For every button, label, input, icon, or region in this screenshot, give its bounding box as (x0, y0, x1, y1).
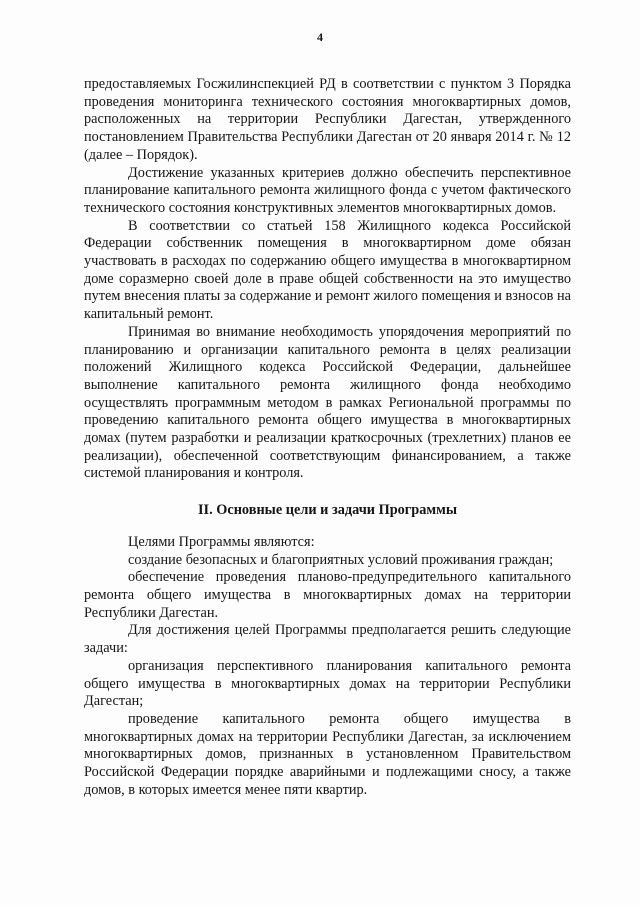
paragraph-continuation: предоставляемых Госжилинспекцией РД в соответствии с пунктом 3 Порядка проведения мониторинга технического состояния многоквартирных домов, расположенных на территории Республики Дагестан, утвержденного постановлением Правительства Республики Дагестан от 20 января 2014 г. № 12 (далее – Порядок). (84, 76, 571, 163)
section-heading: II. Основные цели и задачи Программы (197, 502, 458, 519)
paragraph-task-2: проведение капитального ремонта общего имущества в многоквартирных домах на территории Республики Дагестан, за исключением многоквартирных домов, признанных в установленном Правительством Российской Федерации порядке аварийными и подлежащими сносу, а также домов, в которых имеется менее пяти квартир. (84, 710, 571, 798)
document-body (84, 76, 571, 799)
paragraph-goals-intro: Целями Программы являются: (128, 533, 315, 550)
paragraph-goal-1: создание безопасных и благоприятных условий проживания граждан; (128, 551, 554, 568)
paragraph-program-method: Принимая во внимание необходимость упорядочения мероприятий по планированию и организации капитального ремонта в целях реализации положений Жилищного кодекса Российской Федерации, дальнейшее выполнение капитального ремонта жилищного фонда необходимо осуществлять программным методом в рамках Региональной программы по проведению капитального ремонта общего имущества в многоквартирных домах (путем разработки и реализации краткосрочных (трехлетних) планов ее реализации), обеспеченной соответствующим финансированием, а также системой планирования и контроля. (84, 323, 571, 482)
paragraph-article-158: В соответствии со статьей 158 Жилищного кодекса Российской Федерации собственник помещения в многоквартирном доме обязан участвовать в расходах по содержанию общего имущества в многоквартирном доме соразмерно своей доле в праве общей собственности на это имущество путем внесения платы за содержание и ремонт жилого помещения и взносов на капитальный ремонт. (84, 217, 571, 323)
paragraph-criteria: Достижение указанных критериев должно обеспечить перспективное планирование капитального ремонта жилищного фонда с учетом фактического технического состояния конструктивных элементов многоквартирных домов. (84, 164, 571, 216)
paragraph-tasks-intro: Для достижения целей Программы предполагается решить следующие задачи: (84, 622, 571, 657)
page-number: 4 (317, 30, 323, 44)
paragraph-task-1: организация перспективного планирования капитального ремонта общего имущества в многоквартирных домах на территории Республики Дагестан; (84, 657, 571, 710)
paragraph-goal-2: обеспечение проведения планово-предупредительного капитального ремонта общего имущества в многоквартирных домах на территории Республики Дагестан. (84, 569, 571, 621)
